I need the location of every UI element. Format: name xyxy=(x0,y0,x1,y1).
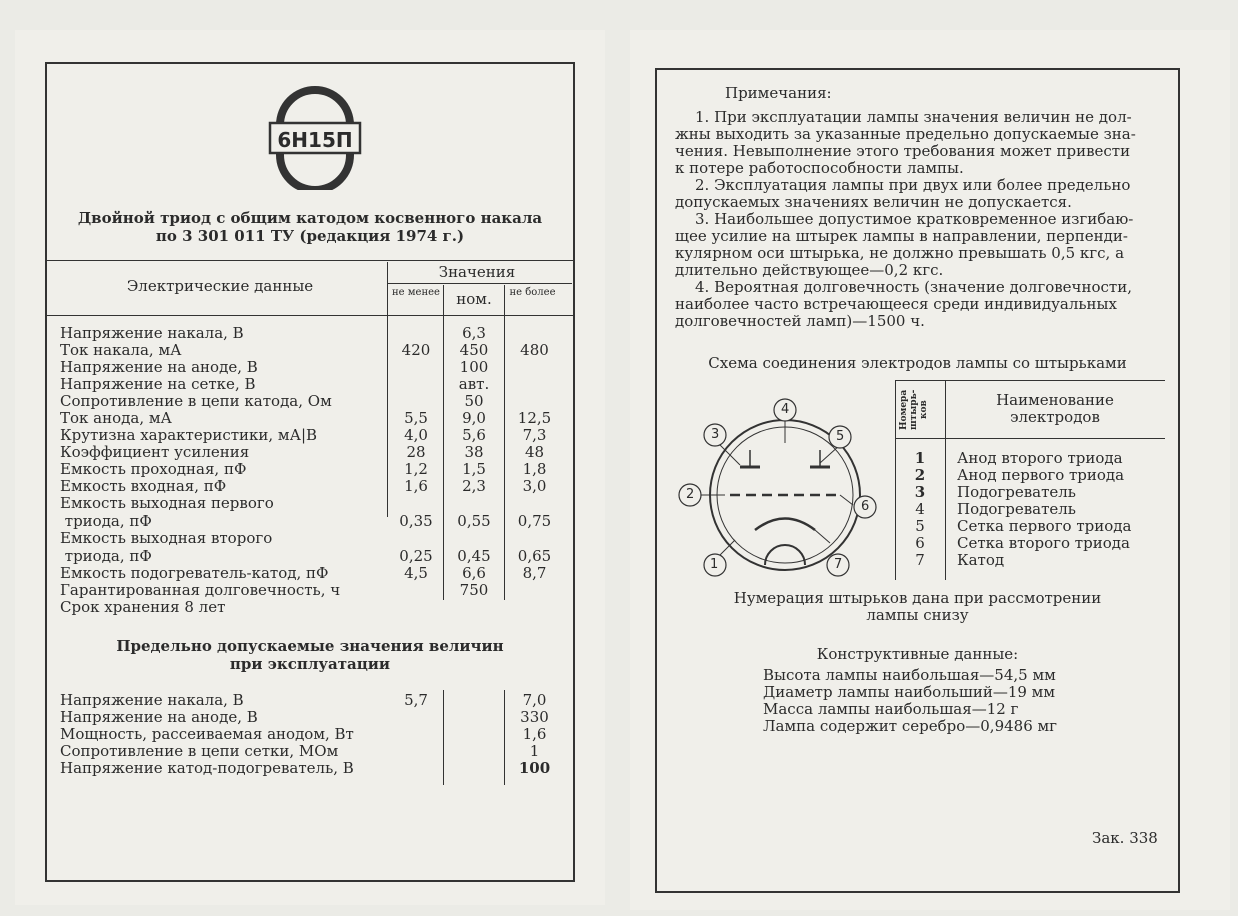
note-line: 1. При эксплуатации лампы значения величин не дол- xyxy=(695,108,1132,126)
note-line: наиболее часто встречающееся среди индивидуальных xyxy=(675,295,1117,313)
left-page: 6Н15П Двойной триод с общим катодом косвенного накала по 3 301 011 ТУ (редакция 1974 г.) Электрические данные Значения не менее ном. не более Напряжение накала, В 6,3 Ток накала, мА 420 450 480 Напряжение на аноде, В 100 Напряжение на сетке, В авт. Сопротивление в цепи катода, Ом 50 Ток анода, мА 5,5 9,0 12,5 Крутизна характеристики, мА|В 4,0 5,6 7,3 Коэффициент усиления 28 38 48 Емкость проходная, пФ 1,2 1,5 1,8 Емкость входная, пФ 1,6 2,3 3,0 Емкость выходная первого триода, пФ 0,35 0,55 0,75 Емкость выходная второго триода, пФ 0,25 0,45 0,65 Емкость подогреватель-катод, пФ 4,5 6,6 8,7 Гарантированная долговечность, ч 750 Срок хранения 8 лет Предельно допускаемые значения величин при эксплуатации Напряжение накала, В 5,7 7,0 Напряжение на аноде, В 330 Мощность, рассеиваемая анодом, Вт 1,6 Сопротивление в цепи сетки, МОм 1 Напряжение катод-подогреватель, В 100 xyxy=(15,30,605,905)
note-line: 2. Эксплуатация лампы при двух или более предельно xyxy=(695,176,1131,194)
header-values: Значения xyxy=(438,263,516,281)
note-line: чения. Невыполнение этого требования может привести xyxy=(675,142,1131,160)
construct-line: Высота лампы наибольшая—54,5 мм xyxy=(763,666,1056,684)
col-sep-2 xyxy=(443,285,444,600)
table-top-rule xyxy=(45,260,575,261)
pin-header-name-1: Наименование xyxy=(996,391,1114,409)
construct-line: Масса лампы наибольшая—12 г xyxy=(763,700,1019,718)
limits-title-line1: Предельно допускаемые значения величин xyxy=(116,637,504,655)
header-min: не менее xyxy=(392,287,440,298)
pin-header-name-2: электродов xyxy=(1010,408,1100,426)
note-line: жны выходить за указанные предельно допускаемые зна- xyxy=(675,125,1136,143)
col-sep-3 xyxy=(504,285,505,600)
pin-row: 1 Анод второго триода xyxy=(914,449,1123,467)
note-line: щее усилие на штырек лампы в направлении, перпенди- xyxy=(675,227,1128,245)
pin-row: 2 Анод первого триода xyxy=(914,466,1125,484)
header-nom: ном. xyxy=(456,290,492,308)
right-page xyxy=(630,30,1230,910)
pin-row: 3 Подогреватель xyxy=(914,483,1076,501)
order-number: Зак. 338 xyxy=(1092,829,1158,847)
left-title-line1: Двойной триод с общим катодом косвенного накала xyxy=(77,209,543,227)
note-line: к потере работоспособности лампы. xyxy=(675,159,964,177)
table-header-bottom-rule xyxy=(45,315,575,316)
notes-title: Примечания: xyxy=(725,84,832,102)
pin-table-header-rule xyxy=(895,438,1165,439)
header-sub-rule xyxy=(387,283,572,284)
note-line: 3. Наибольшее допустимое кратковременное изгибаю- xyxy=(695,210,1134,228)
pin-table-top-rule xyxy=(895,380,1165,381)
limits-col-sep-1 xyxy=(443,690,444,785)
pin-row: 4 Подогреватель xyxy=(915,500,1076,518)
col-sep-1 xyxy=(387,262,388,517)
pin-label: 7 xyxy=(834,557,843,572)
construct-line: Диаметр лампы наибольший—19 мм xyxy=(763,683,1056,701)
caption-line2: лампы снизу xyxy=(866,606,969,624)
note-line: допускаемых значениях величин не допускается. xyxy=(675,193,1072,211)
note-line: долговечностей ламп)—1500 ч. xyxy=(675,312,925,330)
pin-label: 5 xyxy=(836,429,845,444)
limits-title-line2: при эксплуатации xyxy=(229,655,391,673)
pin-table xyxy=(895,380,1165,580)
pin-header-num: Номера штырь-ков xyxy=(899,389,929,431)
pin-row: 7 Катод xyxy=(915,551,1005,569)
note-line: кулярном оси штырька, не должно превышать 0,5 кгс, а xyxy=(675,244,1125,262)
caption-line1: Нумерация штырьков дана при рассмотрении xyxy=(733,589,1102,607)
pin-row: 6 Сетка второго триода xyxy=(915,534,1130,552)
pin-label: 4 xyxy=(781,402,790,417)
note-line: 4. Вероятная долговечность (значение долговечности, xyxy=(695,278,1132,296)
header-max: не более xyxy=(509,287,556,298)
header-electric: Электрические данные xyxy=(126,277,314,295)
construct-title: Конструктивные данные: xyxy=(816,645,1019,663)
limits-col-sep-2 xyxy=(504,690,505,785)
pin-label: 6 xyxy=(861,499,870,514)
pin-label: 3 xyxy=(711,427,720,442)
pin-label: 2 xyxy=(686,487,695,502)
note-line: длительно действующее—0,2 кгс. xyxy=(675,261,944,279)
construct-line: Лампа содержит серебро—0,9486 мг xyxy=(763,717,1058,735)
schema-title: Схема соединения электродов лампы со штырьками xyxy=(708,354,1127,372)
pin-label: 1 xyxy=(710,557,719,572)
logo-text: 6Н15П xyxy=(277,128,353,152)
pin-row: 5 Сетка первого триода xyxy=(915,517,1132,535)
pin-labels xyxy=(670,395,885,605)
left-title-line2: по 3 301 011 ТУ (редакция 1974 г.) xyxy=(155,227,465,245)
